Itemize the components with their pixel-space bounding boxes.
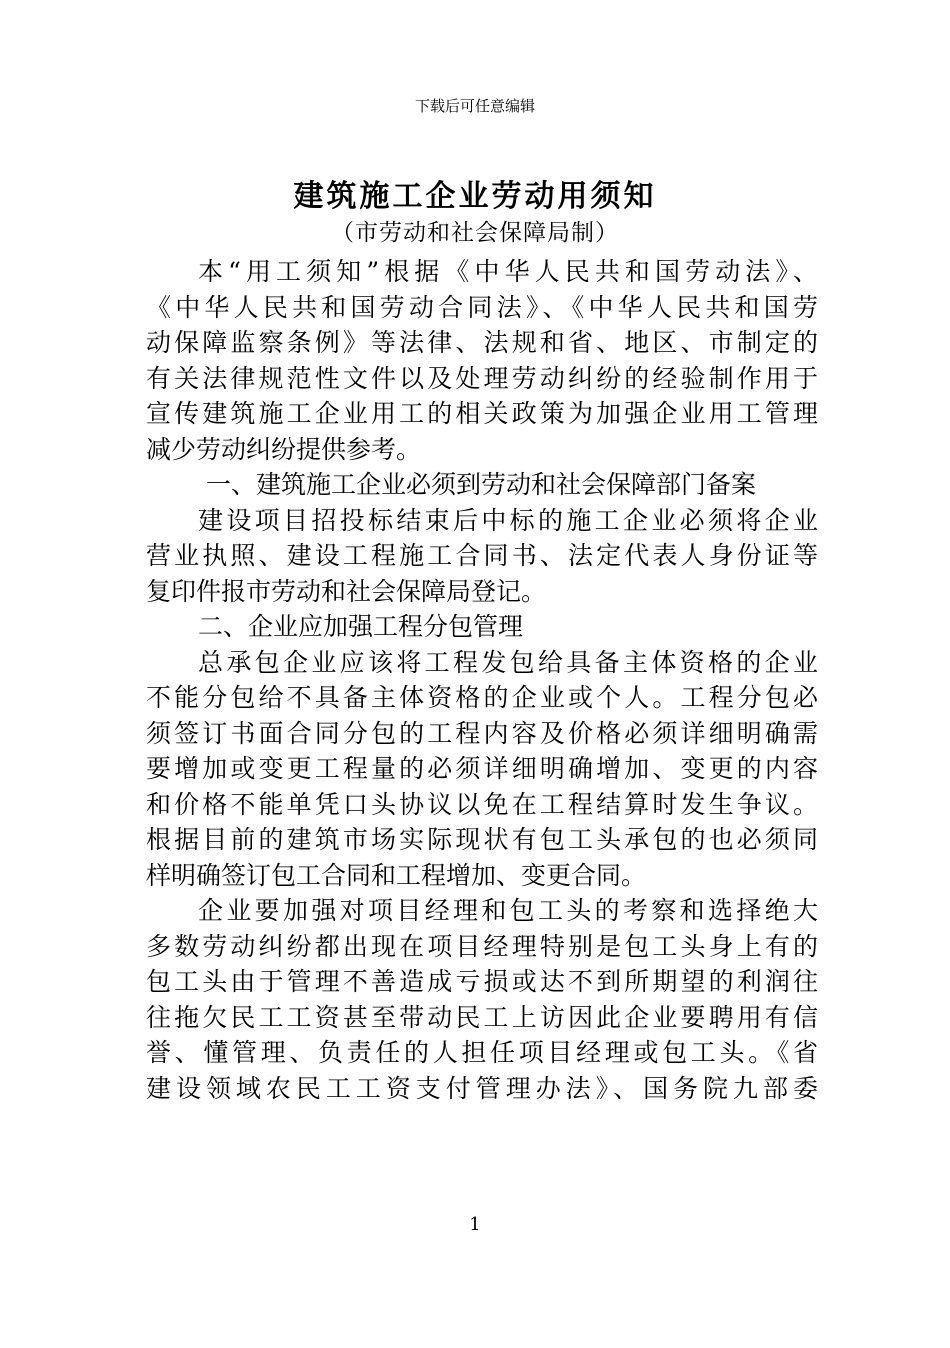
- body-line: 须签订书面合同分包的工程内容及价格必须详细明确需: [146, 718, 818, 748]
- body-line: 企业要加强对项目经理和包工头的考察和选择绝大: [198, 896, 818, 925]
- body-line: 营业执照、建设工程施工合同书、法定代表人身份证等: [146, 541, 818, 570]
- body-line: 有关法律规范性文件以及处理劳动纠纷的经验制作用于: [146, 363, 818, 393]
- body-line: 建设项目招投标结束后中标的施工企业必须将企业: [198, 505, 818, 535]
- body-line: 动保障监察条例》等法律、法规和省、地区、市制定的: [146, 328, 818, 357]
- body-line: 誉、懂管理、负责任的人担任项目经理或包工头。《省: [146, 1038, 818, 1067]
- section-heading: 二、企业应加强工程分包管理: [198, 612, 524, 641]
- body-line: 《中华人民共和国劳动合同法》、《中华人民共和国劳: [146, 292, 818, 322]
- body-line: 复印件报市劳动和社会保障局登记。: [146, 576, 547, 606]
- body-line: 样明确签订包工合同和工程增加、变更合同。: [146, 860, 647, 890]
- body-line: 不能分包给不具备主体资格的企业或个人。工程分包必: [146, 683, 818, 712]
- body-line: 建设领域农民工工资支付管理办法》、国务院九部委: [146, 1073, 818, 1103]
- body-line: 和价格不能单凭口头协议以免在工程结算时发生争议。: [146, 789, 818, 819]
- body-line: 根据目前的建筑市场实际现状有包工头承包的也必须同: [146, 825, 818, 854]
- document-title: 建筑施工企业劳动用须知: [293, 179, 657, 214]
- body-line: 本“用工须知”根据《中华人民共和国劳动法》、: [198, 257, 818, 286]
- body-line: 宣传建筑施工企业用工的相关政策为加强企业用工管理: [146, 399, 818, 428]
- document-subtitle: （市劳动和社会保障局制）: [331, 220, 619, 246]
- body-line: 减少劳动纠纷提供参考。: [146, 434, 422, 464]
- page-header: 下载后可任意编辑: [414, 97, 535, 115]
- body-line: 总承包企业应该将工程发包给具备主体资格的企业: [198, 647, 818, 677]
- body-line: 往拖欠民工工资甚至带动民工上访因此企业要聘用有信: [146, 1002, 818, 1032]
- body-line: 多数劳动纠纷都出现在项目经理特别是包工头身上有的: [146, 931, 818, 961]
- body-line: 包工头由于管理不善造成亏损或达不到所期望的利润往: [146, 967, 818, 996]
- document-body: [146, 254, 818, 1106]
- body-line: 要增加或变更工程量的必须详细明确增加、变更的内容: [146, 754, 818, 783]
- section-heading: 一、建筑施工企业必须到劳动和社会保障部门备案: [206, 470, 757, 499]
- page-number: 1: [469, 1214, 481, 1235]
